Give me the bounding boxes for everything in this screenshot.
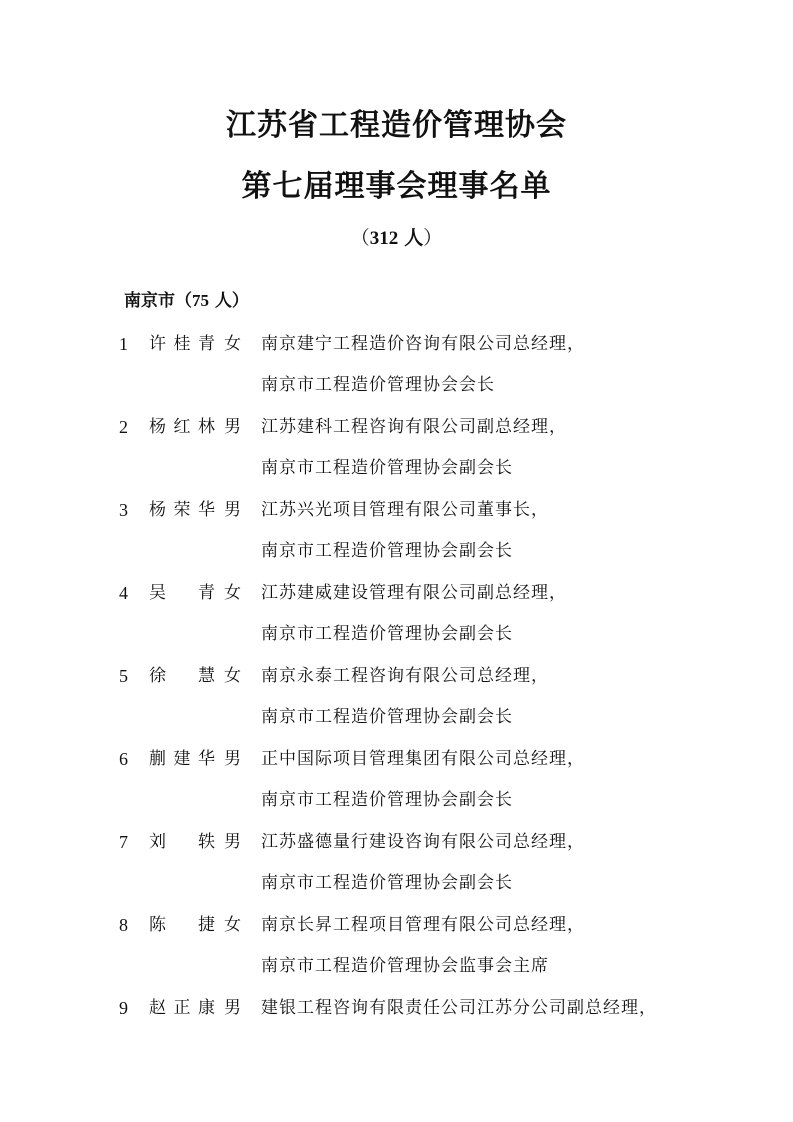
member-role: 南京市工程造价管理协会监事会主席 — [261, 956, 549, 976]
member-entry — [0, 662, 793, 745]
total-close-paren: ） — [423, 227, 443, 249]
section-close-paren: ） — [231, 291, 249, 311]
document-title-line-1: 江苏省工程造价管理协会 — [226, 108, 567, 143]
member-name: 赵正康 — [149, 998, 215, 1018]
member-entry — [0, 745, 793, 828]
member-entry — [0, 911, 793, 994]
member-organization: 正中国际项目管理集团有限公司总经理， — [261, 749, 585, 769]
member-entry — [0, 994, 793, 1077]
member-gender: 女 — [224, 915, 241, 935]
member-organization: 江苏盛德量行建设咨询有限公司总经理， — [261, 832, 585, 852]
member-gender: 男 — [224, 417, 241, 437]
total-count-unit: 人 — [404, 227, 424, 249]
member-organization: 南京建宁工程造价咨询有限公司总经理， — [261, 334, 585, 354]
member-role: 南京市工程造价管理协会副会长 — [261, 707, 513, 727]
member-number: 8 — [119, 915, 128, 935]
member-organization: 江苏兴光项目管理有限公司董事长， — [261, 500, 549, 520]
section-city: 南京市 — [124, 291, 175, 311]
member-role: 南京市工程造价管理协会副会长 — [261, 873, 513, 893]
document-title-line-2: 第七届理事会理事名单 — [241, 169, 552, 204]
member-organization: 江苏建科工程咨询有限公司副总经理， — [261, 417, 567, 437]
member-entry — [0, 828, 793, 911]
member-gender: 男 — [224, 500, 241, 520]
member-role: 南京市工程造价管理协会副会长 — [261, 458, 513, 478]
member-number: 2 — [119, 417, 128, 437]
member-organization: 南京长昇工程项目管理有限公司总经理， — [261, 915, 585, 935]
member-name: 徐慧 — [149, 666, 215, 686]
member-name: 杨红林 — [149, 417, 215, 437]
member-entry — [0, 496, 793, 579]
member-name: 吴青 — [149, 583, 215, 603]
total-open-paren: （ — [350, 227, 370, 249]
member-number: 9 — [119, 998, 128, 1018]
member-entry — [0, 413, 793, 496]
member-gender: 女 — [224, 666, 241, 686]
member-organization: 建银工程咨询有限责任公司江苏分公司副总经理， — [261, 998, 657, 1018]
member-role: 南京市工程造价管理协会副会长 — [261, 790, 513, 810]
member-number: 5 — [119, 666, 128, 686]
section-heading — [124, 292, 249, 310]
member-role: 南京市工程造价管理协会会长 — [261, 375, 495, 395]
member-name: 杨荣华 — [149, 500, 215, 520]
member-gender: 男 — [224, 998, 241, 1018]
total-count-number: 312 — [369, 228, 399, 249]
member-gender: 男 — [224, 749, 241, 769]
member-entry — [0, 579, 793, 662]
member-organization: 江苏建威建设管理有限公司副总经理， — [261, 583, 567, 603]
member-number: 4 — [119, 583, 128, 603]
member-number: 7 — [119, 832, 128, 852]
member-number: 6 — [119, 749, 128, 769]
member-name: 许桂青 — [149, 334, 215, 354]
member-role: 南京市工程造价管理协会副会长 — [261, 624, 513, 644]
member-gender: 女 — [224, 334, 241, 354]
section-unit: 人 — [214, 291, 232, 311]
member-gender: 女 — [224, 583, 241, 603]
member-entry — [0, 330, 793, 413]
section-count: 75 — [192, 291, 209, 310]
total-count — [0, 229, 793, 248]
member-name: 刘轶 — [149, 832, 215, 852]
member-name: 陈捷 — [149, 915, 215, 935]
member-number: 3 — [119, 500, 128, 520]
member-number: 1 — [119, 334, 128, 354]
member-organization: 南京永泰工程咨询有限公司总经理， — [261, 666, 549, 686]
section-open-paren: （ — [175, 291, 192, 311]
member-role: 南京市工程造价管理协会副会长 — [261, 541, 513, 561]
member-gender: 男 — [224, 832, 241, 852]
member-name: 蒯建华 — [149, 749, 215, 769]
member-list — [0, 330, 793, 1077]
